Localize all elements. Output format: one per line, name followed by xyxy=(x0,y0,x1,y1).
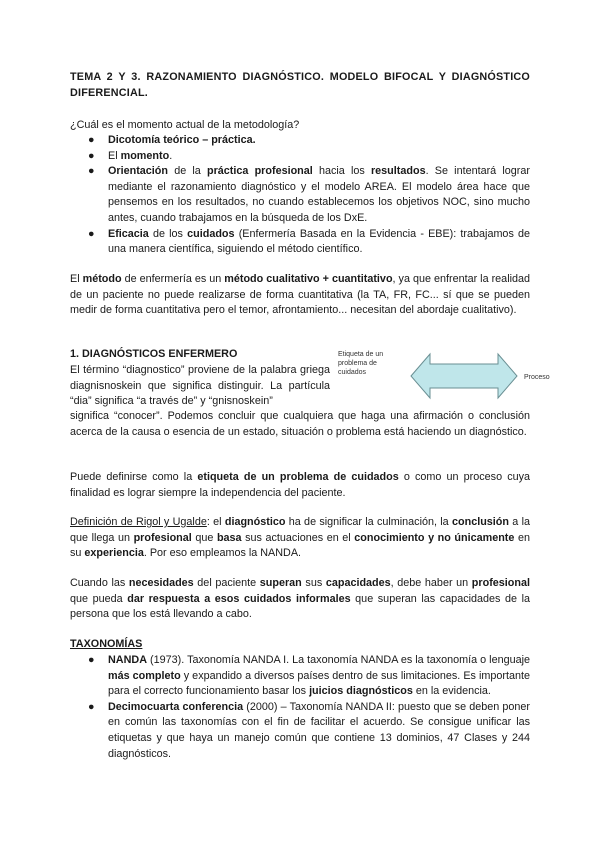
list-item xyxy=(70,149,530,165)
bold-text: etiqueta de un problema de cuidados xyxy=(197,471,399,483)
text-span: de enfermería es un xyxy=(121,273,225,285)
bold-text: profesional xyxy=(471,577,530,589)
bullet-icon: ● xyxy=(88,165,95,178)
list-item xyxy=(70,133,530,149)
bold-text: momento xyxy=(120,149,170,162)
bold-text: Decimocuarta conferencia xyxy=(108,700,244,713)
text-span: El xyxy=(108,149,121,162)
needs-paragraph xyxy=(70,576,530,623)
text-span: . xyxy=(169,149,173,162)
text-span: sus actuaciones en el xyxy=(241,531,355,544)
method-paragraph xyxy=(70,272,530,319)
bold-text: profesional xyxy=(133,531,192,544)
bold-text: basa xyxy=(216,531,242,544)
diagram-right-label: Proceso xyxy=(524,374,550,381)
definition-paragraph xyxy=(70,470,530,501)
text-span: sus xyxy=(301,577,326,589)
text-span: en la evidencia. xyxy=(412,685,491,698)
bold-text: juicios diagnósticos xyxy=(309,685,413,698)
text-span: de la xyxy=(168,165,207,178)
section-intro-text: El término “diagnostico” proviene de la palabra griega diagnisnoskein que significa distinguir. La partícula “dia” significa “a través de” y “gnisnoskein” xyxy=(70,364,330,408)
text-span: hacia los xyxy=(312,165,371,178)
text-span: , ya que enfrentar la realidad de un paciente no puede realizarse de forma cuantitativa (la TA, FR, FC... sí que se pueden medir de forma cuantitativa pero el temor, afrontamiento... necesitan del abordaje cualitativo). xyxy=(70,273,531,317)
bold-text: dar respuesta a esos cuidados informales xyxy=(127,592,351,605)
text-span: (1973). Taxonomía NANDA I. La taxonomía NANDA es la taxonomía o lenguaje xyxy=(147,654,530,666)
text-span: (2000) – Taxonomía NANDA II: puesto que se deben poner en común las taxonomías con el fin de facilitar el acuerdo. Se consigue unificar las etiquetas y que haya un manejo común que contiene 13 dominios, 47 Clases y 244 diagnósticos. xyxy=(108,700,530,760)
intro-question: ¿Cuál es el momento actual de la metodología? xyxy=(70,119,300,131)
text-span: Cuando las xyxy=(70,577,129,589)
text-span: que pueda xyxy=(70,592,128,605)
text-span: , debe haber un xyxy=(390,577,472,589)
bold-text: Orientación xyxy=(108,165,168,178)
bold-text: NANDA xyxy=(108,654,147,666)
bold-text: superan xyxy=(259,577,302,589)
methodology-list xyxy=(70,133,530,258)
bullet-icon: ● xyxy=(88,700,95,713)
text-span: del paciente xyxy=(193,577,260,589)
text-span: a la que llega un xyxy=(70,516,531,544)
bold-text: diagnóstico xyxy=(224,516,286,528)
list-item xyxy=(70,653,530,700)
text-span: ha de significar la culminación, la xyxy=(285,516,452,528)
list-item xyxy=(70,164,530,226)
text-span: . Se intentará lograr mediante el razonamiento diagnóstico y el modelo AREA. El modelo área hace que pensemos en los resultados, no cuando establecemos los objetivos NOC, sino mucho antes, cuando trabajamos en la búsqueda de los DxE. xyxy=(108,165,530,224)
text-span: que xyxy=(191,531,217,544)
text-span: Puede definirse como la xyxy=(70,471,198,483)
bullet-icon: ● xyxy=(88,227,95,240)
text-span: (Enfermería Basada en la Evidencia - EBE): trabajamos de una manera científica, siguiendo el método científico. xyxy=(108,227,531,256)
section-heading: 1. DIAGNÓSTICOS ENFERMERO xyxy=(70,348,238,360)
list-item xyxy=(70,700,530,762)
bold-text: necesidades xyxy=(128,577,194,589)
list-item xyxy=(70,227,530,258)
underlined-text: Definición de Rigol y Ugalde xyxy=(70,516,207,528)
text-span: de los xyxy=(148,227,188,240)
bullet-icon: ● xyxy=(88,654,95,666)
text-span: . Por eso empleamos la NANDA. xyxy=(143,547,302,560)
taxonomias-heading: TAXONOMÍAS xyxy=(70,638,143,650)
rigol-ugalde-paragraph xyxy=(70,515,530,562)
bold-text: más completo xyxy=(108,669,181,682)
bold-text: y no únicamente xyxy=(428,531,515,544)
bold-text: práctica profesional xyxy=(206,165,313,178)
bold-text: método cualitativo + cuantitativo xyxy=(224,273,393,285)
page-title: TEMA 2 Y 3. RAZONAMIENTO DIAGNÓSTICO. MODELO BIFOCAL Y DIAGNÓSTICO DIFERENCIAL. xyxy=(70,71,530,99)
bold-text: Eficacia xyxy=(108,227,149,240)
text-span: en su xyxy=(70,531,531,560)
text-span: y expandido a diversos países dentro de sus limitaciones. Es importante para el correcto funcionamiento basar los xyxy=(108,669,531,698)
bold-text: experiencia xyxy=(84,547,144,560)
bold-text: método xyxy=(82,273,122,285)
text-span: : el xyxy=(206,516,225,528)
diagnosis-diagram xyxy=(338,350,556,402)
bullet-icon: ● xyxy=(88,134,95,146)
bold-text: resultados xyxy=(370,165,426,178)
double-arrow-icon xyxy=(410,352,518,400)
bold-text: capacidades xyxy=(325,577,391,589)
bullet-icon: ● xyxy=(88,149,95,162)
bold-text: conocimiento xyxy=(354,531,425,544)
diagram-left-label: Etiqueta de un problema de cuidados xyxy=(338,351,384,376)
section-continued-text: significa “conocer”. Podemos concluir que cualquiera que haga una afirmación o conclusión acerca de la causa o esencia de un estado, situación o problema está haciendo un diagnóstico. xyxy=(70,410,530,438)
text-span: que superan las capacidades de la persona que los está llevando a cabo. xyxy=(70,592,530,621)
text-span: o como un proceso cuya finalidad es lograr siempre la independencia del paciente. xyxy=(70,471,531,499)
taxonomias-list xyxy=(70,653,530,762)
bold-text: cuidados xyxy=(187,227,235,240)
bold-text: Dicotomía teórico – práctica. xyxy=(108,134,256,146)
bold-text: conclusión xyxy=(452,516,509,528)
text-span: El xyxy=(70,273,83,285)
